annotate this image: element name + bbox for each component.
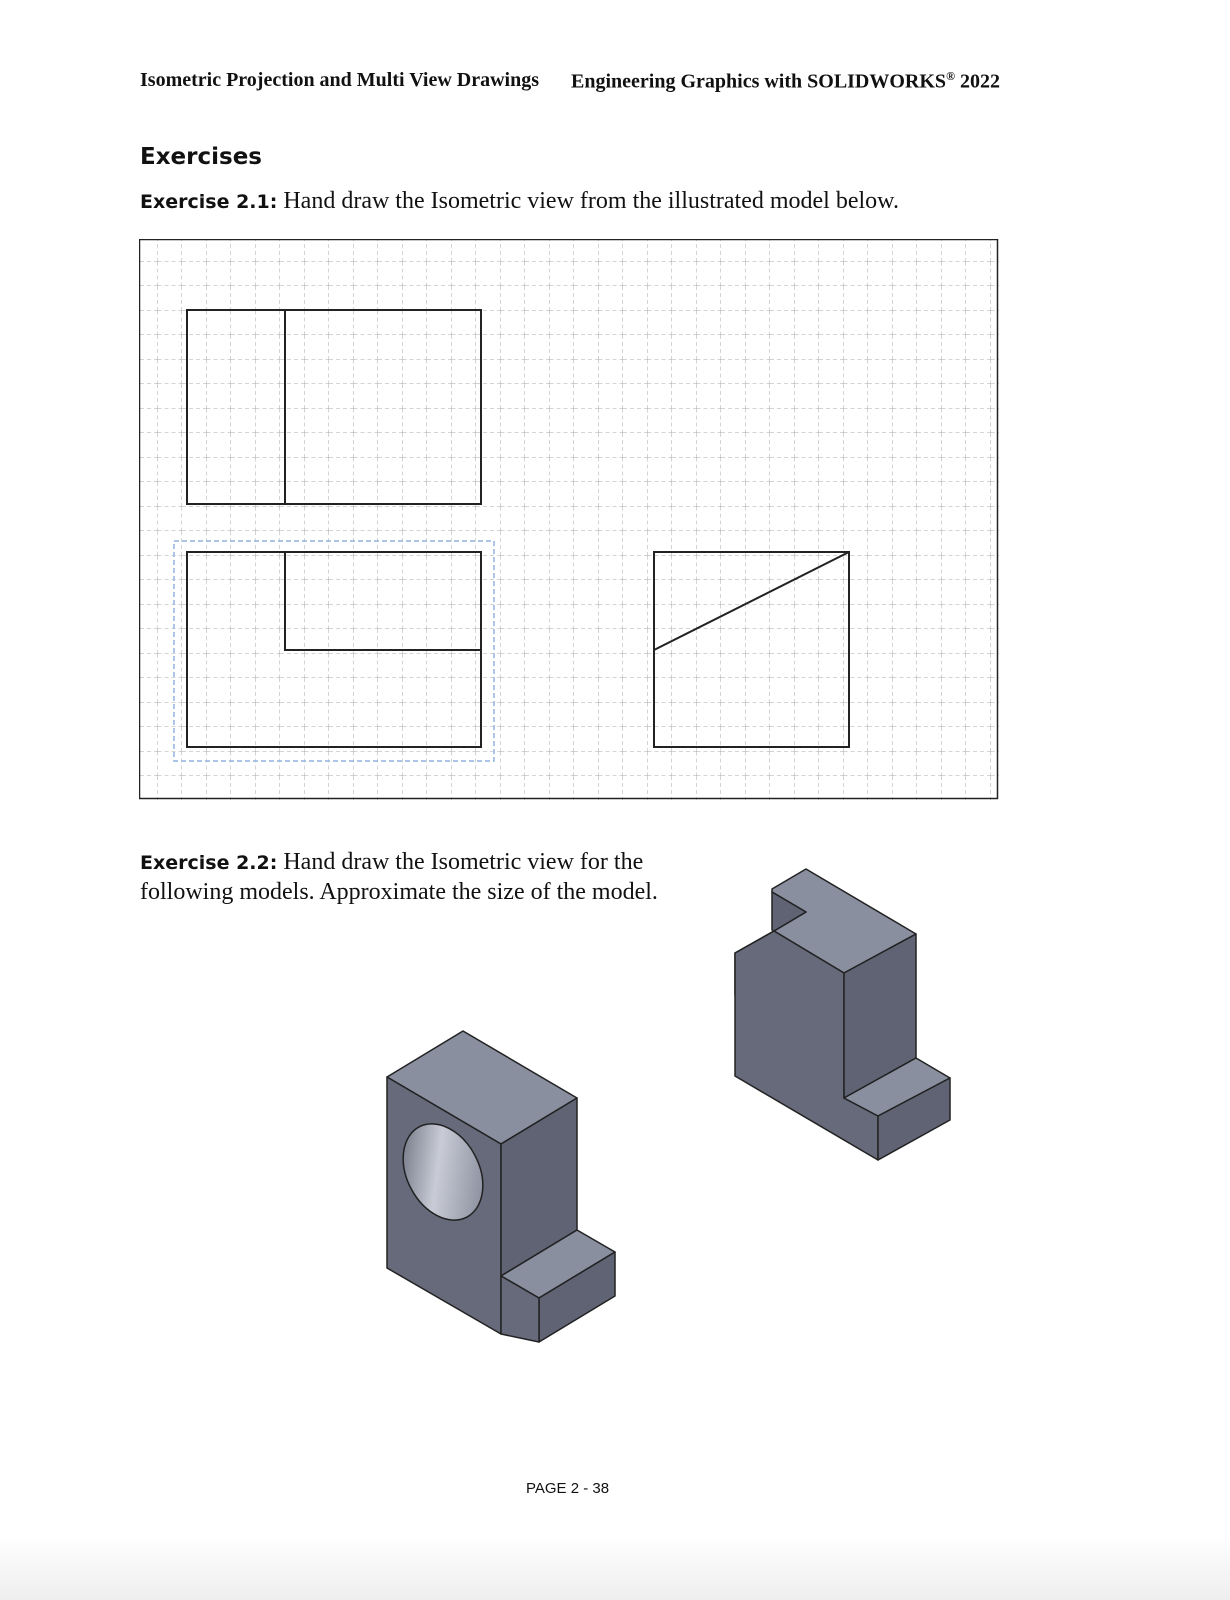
header-book-year: 2022 [960, 70, 1001, 93]
section-title: Exercises [140, 144, 262, 170]
model-with-notch [720, 858, 960, 1168]
page-number: PAGE 2 - 38 [525, 1480, 610, 1497]
exercise-2-2-label: Exercise 2.2: [140, 852, 278, 874]
model-with-hole [375, 1020, 625, 1345]
page-bottom-shade [0, 1535, 1230, 1600]
exercise-2-1-label: Exercise 2.1: [140, 191, 278, 213]
exercise-2-2-text: Hand draw the Isometric view for the following models. Approximate the size of the model. [140, 849, 658, 905]
exercise-2-1 [140, 187, 899, 217]
grid-paper [139, 239, 999, 800]
exercise-2-1-text: Hand draw the Isometric view from the illustrated model below. [283, 188, 899, 214]
registered-mark: ® [946, 69, 956, 83]
exercise-2-2 [140, 848, 700, 907]
header-book-name: Engineering Graphics with SOLIDWORKS [571, 70, 947, 93]
header-book-title [571, 69, 1000, 94]
header-chapter-title: Isometric Projection and Multi View Drawings [140, 69, 540, 91]
orthographic-views-grid [139, 239, 999, 800]
